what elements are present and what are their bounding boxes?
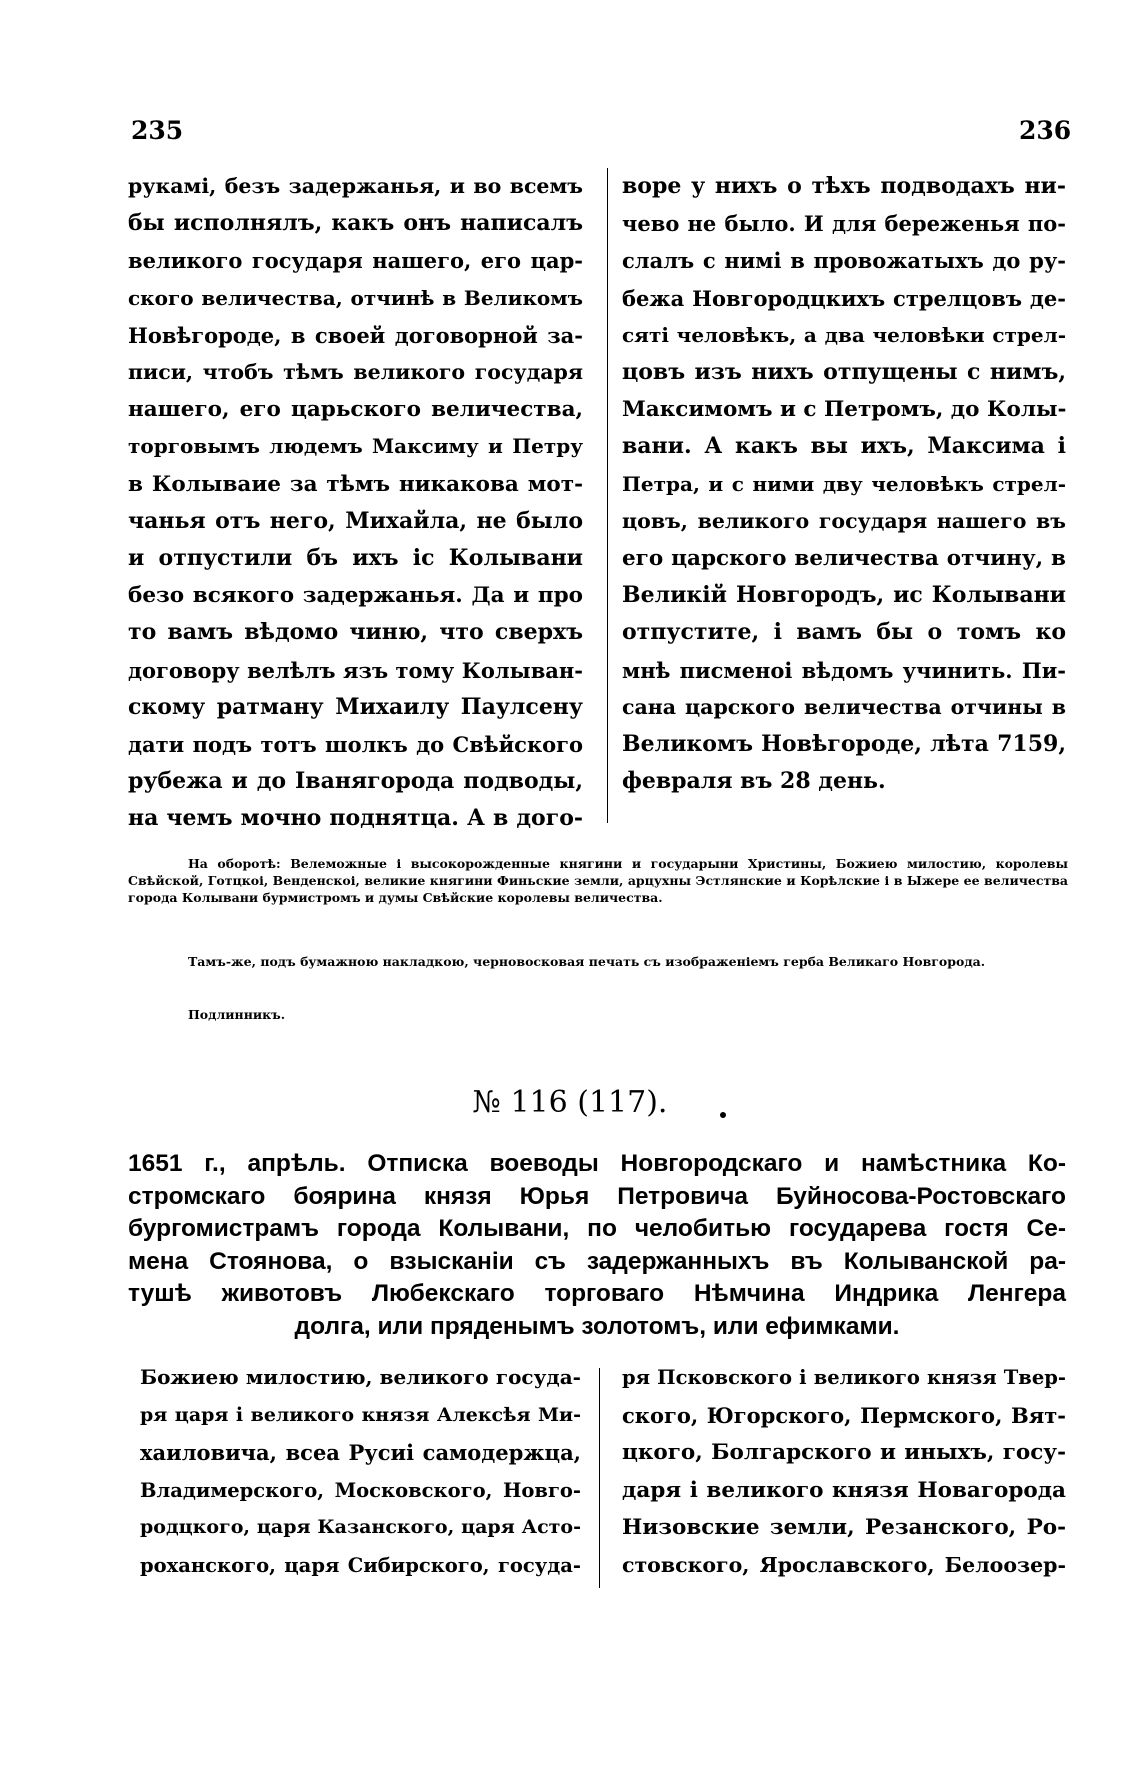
- text-line: и отпустили бъ ихъ іс Колывани: [128, 545, 583, 572]
- note-reverse-text: На оборотѣ: Велеможные і высокорожденные княгини и государыни Христины, Божиею милостию, королевы Свѣйской, Готцкоі, Венденскоі, великие княгини Финьские земли, арцухны Эстлянские и Корѣлские і в Ыжере ее величества города Колывани бурмистромъ и думы Свѣйские королевы величества.: [128, 856, 1068, 905]
- note-reverse: [128, 855, 1068, 906]
- text-line: рукамі, безъ задержанья, и во всемъ: [128, 174, 583, 198]
- text-line: великого государя нашего, его цар-: [128, 248, 583, 274]
- text-line: нашего, его царьского величества,: [128, 397, 583, 423]
- text-line: Владимерского, Московского, Новго-: [140, 1478, 581, 1502]
- page-number-right: 236: [1019, 116, 1072, 145]
- text-line: цкого, Болгарского и иныхъ, госу-: [622, 1440, 1066, 1465]
- text-line: то вамъ вѣдомо чиню, что сверхъ: [128, 619, 583, 646]
- text-line: Божиею милостию, великого госуда-: [140, 1365, 581, 1389]
- text-line: чево не было. И для береженья по-: [622, 211, 1066, 237]
- text-line: ря Псковского і великого князя Твер-: [622, 1366, 1066, 1389]
- text-line: договору велѣлъ язъ тому Колыван-: [128, 657, 583, 683]
- text-line: Великій Новгородъ, ис Колывани: [622, 582, 1066, 609]
- text-line: февраля въ 28 день.: [622, 768, 886, 795]
- text-line: писи, чтобъ тѣмъ великого государя: [128, 360, 583, 385]
- text-line: вани. А какъ вы ихъ, Максима і: [622, 433, 1066, 460]
- text-column-right-lower: [622, 1359, 1066, 1584]
- text-line: рубежа и до Іванягорода подводы,: [128, 768, 583, 795]
- text-line: отпустите, і вамъ бы о томъ ко: [622, 619, 1066, 646]
- text-line: безо всякого задержанья. Да и про: [128, 583, 583, 609]
- text-line: воре у нихъ о тѣхъ подводахъ ни-: [622, 173, 1066, 199]
- text-line: Новѣгороде, в своей договорной за-: [128, 322, 583, 348]
- text-line: родцкого, царя Казанского, царя Асто-: [140, 1516, 581, 1538]
- text-line: стовского, Ярославского, Белоозер-: [622, 1552, 1066, 1577]
- heading-line: бургомистрамъ города Колывани, по челобитью государева гостя Се-: [128, 1215, 1066, 1242]
- text-line: цовъ, великого государя нашего въ: [622, 508, 1066, 533]
- text-line: роханского, царя Сибирского, госуда-: [140, 1553, 581, 1577]
- text-line: его царского величества отчину, в: [622, 546, 1066, 572]
- heading-line: мена Стоянова, о взысканіи съ задержанныхъ въ Колыванской ра-: [128, 1247, 1066, 1275]
- text-line: мнѣ писменоі вѣдомъ учинить. Пи-: [622, 657, 1066, 683]
- column-divider: [607, 168, 608, 823]
- text-column-left-lower: [140, 1359, 581, 1584]
- text-line: Петра, и с ними дву человѣкъ стрел-: [622, 471, 1066, 496]
- text-line: цовъ изъ нихъ отпущены с нимъ,: [622, 359, 1066, 386]
- text-column-right: [622, 168, 1066, 800]
- text-line: ского, Югорского, Пермского, Вят-: [622, 1402, 1066, 1428]
- page-number-left: 235: [131, 116, 184, 145]
- text-line: даря і великого князя Новагорода: [622, 1477, 1066, 1503]
- text-line: бежа Новгородцкихъ стрелцовъ де-: [622, 285, 1066, 311]
- note-seal: [128, 953, 1068, 970]
- text-line: бы исполнялъ, какъ онъ написалъ: [128, 210, 583, 237]
- text-line: в Колываие за тѣмъ никакова мот-: [128, 471, 583, 497]
- text-line: чанья отъ него, Михайла, не было: [128, 507, 583, 534]
- text-line: хаиловича, всеа Русиі самодержца,: [140, 1440, 581, 1465]
- print-dot: [720, 1112, 726, 1118]
- text-line: Низовские земли, Резанского, Ро-: [622, 1515, 1066, 1540]
- document-heading: [128, 1148, 1066, 1343]
- heading-line: долга, или пряденымъ золотомъ, или ефимками.: [294, 1312, 900, 1340]
- heading-line: 1651 г., апрѣль. Отписка воеводы Новгородскаго и намѣстника Ко-: [128, 1150, 1066, 1177]
- text-line: ского величества, отчинѣ в Великомъ: [128, 285, 583, 310]
- text-line: дати подъ тотъ шолкъ до Свѣйского: [128, 732, 583, 758]
- text-line: скому ратману Михаилу Паулсену: [128, 693, 583, 720]
- document-number: № 116 (117).: [472, 1085, 668, 1120]
- text-line: сана царского величества отчины в: [622, 694, 1066, 719]
- heading-line: стромскаго боярина князя Юрья Петровича Буйносова-Ростовскаго: [128, 1182, 1066, 1210]
- text-line: торговымъ людемъ Максиму и Петру: [128, 434, 583, 459]
- text-line: сяті человѣкъ, а два человѣки стрел-: [622, 322, 1066, 347]
- text-line: Великомъ Новѣгороде, лѣта 7159,: [622, 731, 1066, 758]
- text-column-left: [128, 168, 583, 838]
- note-original: Подлинникъ.: [188, 1007, 286, 1022]
- text-line: слалъ с нимі в провожатыхъ до ру-: [622, 248, 1066, 274]
- heading-line: тушѣ животовъ Любекскаго торговаго Нѣмчина Индрика Ленгера: [128, 1280, 1066, 1307]
- note-seal-text: Тамъ-же, подъ бумажною накладкою, черновосковая печать съ изображеніемъ герба Великаго Новгорода.: [188, 954, 986, 969]
- column-divider: [599, 1368, 600, 1588]
- text-line: ря царя і великого князя Алексѣя Ми-: [140, 1403, 581, 1426]
- text-line: Максимомъ и с Петромъ, до Колы-: [622, 397, 1067, 423]
- text-line: на чемъ мочно поднятца. А в дого-: [128, 805, 583, 832]
